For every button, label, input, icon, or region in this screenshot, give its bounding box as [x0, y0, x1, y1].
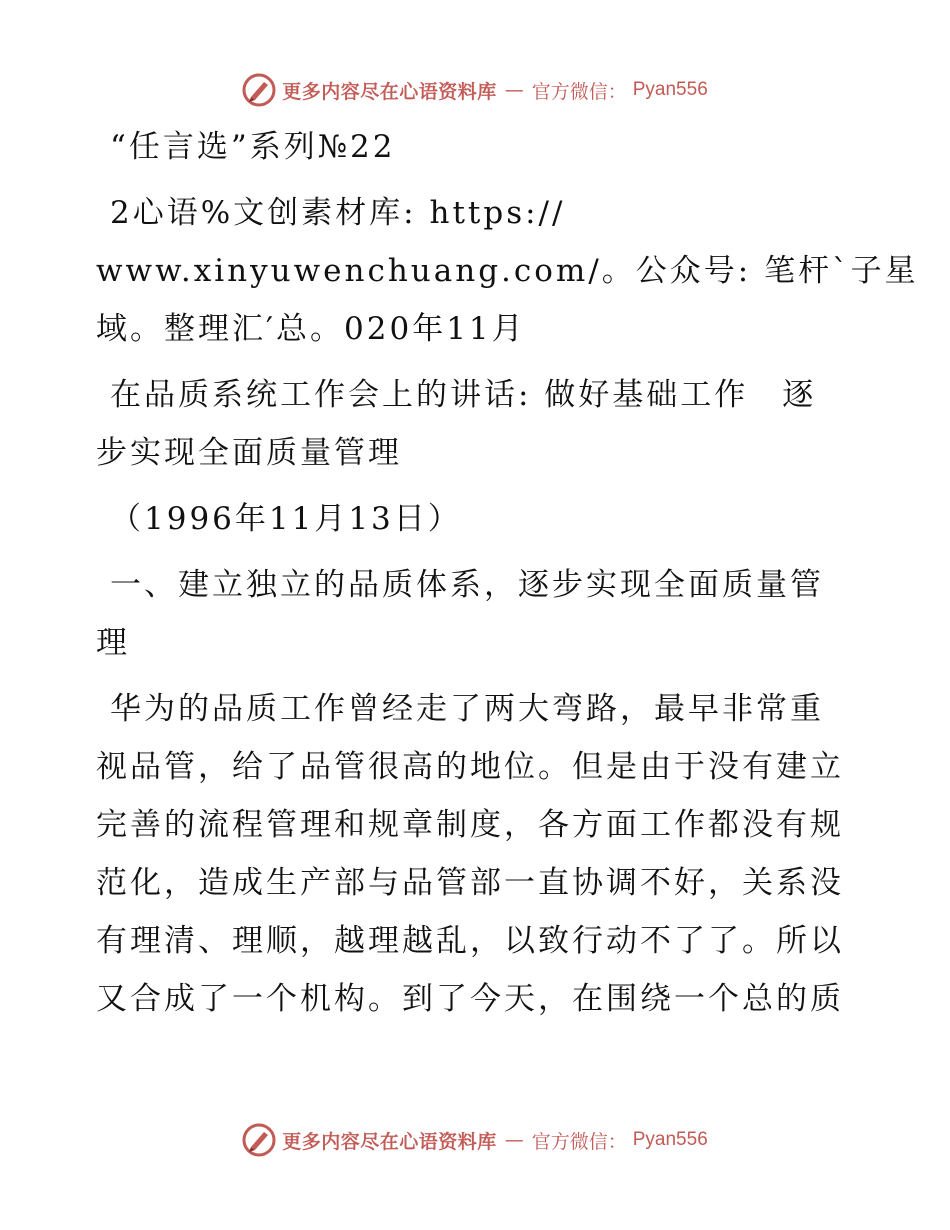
pen-logo-icon: [242, 1123, 276, 1157]
pen-logo-icon: [242, 73, 276, 107]
footer-watermark-banner: [0, 1120, 950, 1160]
source-line-2: www.xinyuwenchuang.com/。公众号: 笔杆`子星: [96, 253, 919, 289]
banner-site-text: 更多内容尽在心语资料库: [282, 1130, 497, 1153]
body-line-6: 又合成了一个机构。到了今天，在围绕一个总的质: [96, 981, 844, 1017]
document-body: [96, 118, 919, 1028]
series-title: “任言选”系列№22: [110, 129, 396, 165]
body-line-2: 视品管，给了品管很高的地位。但是由于没有建立: [96, 749, 844, 785]
source-line-3: 域。整理汇′总。020年11月: [96, 311, 526, 347]
banner-wechat-id: Pyan556: [632, 1129, 708, 1150]
banner-dash: —: [504, 1129, 524, 1151]
header-watermark-banner: [0, 70, 950, 110]
section-heading-line-2: 理: [96, 625, 130, 661]
banner-wechat-id: Pyan556: [632, 79, 708, 100]
section-heading-line-1: 一、建立独立的品质体系，逐步实现全面质量管: [110, 567, 824, 603]
article-date: （1996年11月13日）: [110, 501, 462, 537]
banner-site-text: 更多内容尽在心语资料库: [282, 80, 497, 103]
body-line-3: 完善的流程管理和规章制度，各方面工作都没有规: [96, 807, 844, 843]
body-line-1: 华为的品质工作曾经走了两大弯路，最早非常重: [110, 691, 824, 727]
article-title-line-1: 在品质系统工作会上的讲话: 做好基础工作 逐: [110, 377, 817, 413]
banner-wechat-label: 官方微信：: [531, 80, 627, 103]
body-line-5: 有理清、理顺，越理越乱，以致行动不了了。所以: [96, 923, 844, 959]
banner-wechat-label: 官方微信：: [531, 1130, 627, 1153]
banner-dash: —: [504, 79, 524, 101]
body-line-4: 范化，造成生产部与品管部一直协调不好，关系没: [96, 865, 844, 901]
article-title-line-2: 步实现全面质量管理: [96, 435, 402, 471]
source-line-1: 2心语%文创素材库: https://: [110, 195, 566, 231]
